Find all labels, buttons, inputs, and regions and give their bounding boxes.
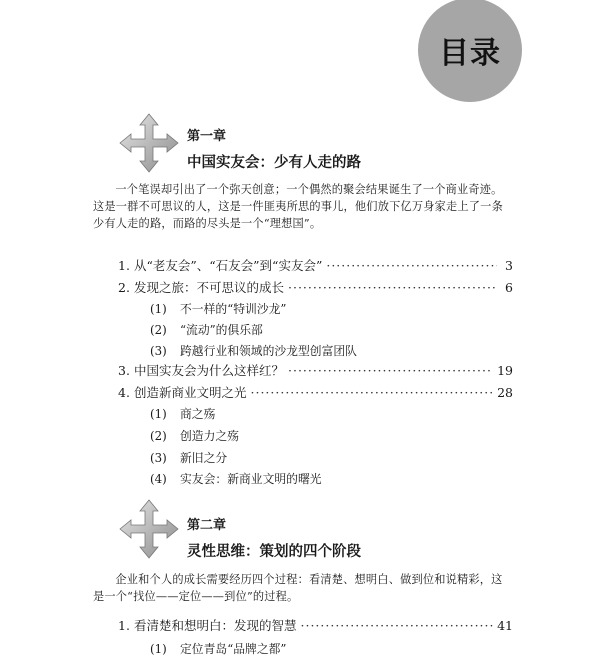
entry-page: 19 (497, 363, 513, 378)
toc-subentry[interactable]: (1) 定位青岛“品牌之都” (150, 642, 287, 656)
chapter-2-intro: 企业和个人的成长需要经历四个过程：看清楚、想明白、做到位和说精彩，这是一个“找位——定位——到位”的过程。 (93, 573, 503, 603)
toc-subentry[interactable]: (2) 创造力之殇 (150, 429, 239, 443)
entry-title: 从“老友会”、“石友会”到“实友会” (134, 258, 323, 273)
toc-subentry[interactable]: (1) 不一样的“特训沙龙” (150, 302, 287, 316)
entry-page: 41 (497, 618, 513, 633)
toc-badge (418, 0, 522, 102)
toc-subentry[interactable]: (2) “流动”的俱乐部 (150, 323, 263, 337)
toc-entry[interactable]: 1. 从“老友会”、“石友会”到“实友会” ····· 3 (118, 256, 513, 274)
toc-subentry[interactable]: (1) 商之殇 (150, 407, 216, 421)
leader-dots (326, 258, 497, 273)
leader-dots (288, 363, 493, 378)
entry-title: 创造新商业文明之光 (134, 385, 247, 400)
four-arrow-icon (118, 112, 180, 174)
chapter-1-label: 第一章 (187, 129, 227, 144)
toc-entry[interactable]: 4. 创造新商业文明之光 ····· 28 (118, 383, 513, 401)
toc-title: 目录 (439, 36, 501, 71)
chapter-2-title: 灵性思维：策划的四个阶段 (187, 544, 361, 560)
entry-title: 看清楚和想明白：发现的智慧 (134, 618, 297, 633)
chapter-1-intro: 一个笔误却引出了一个弥天创意；一个偶然的聚会结果诞生了一个商业奇迹。这是一群不可思议的人，这是一件匪夷所思的事儿，他们放下亿万身家走上了一条少有人走的路，而路的尽头是一个“理想国”。 (93, 183, 503, 230)
toc-entry[interactable]: 3. 中国实友会为什么这样红？ ····· 19 (118, 361, 513, 379)
toc-entry[interactable]: 1. 看清楚和想明白：发现的智慧 ····· 41 (118, 616, 513, 634)
chapter-1-title: 中国实友会：少有人走的路 (187, 155, 361, 171)
entry-page: 28 (497, 385, 513, 400)
leader-dots (251, 385, 494, 400)
toc-subentry[interactable]: (3) 新旧之分 (150, 451, 228, 465)
chapter-2-label: 第二章 (187, 518, 227, 533)
entry-page: 6 (505, 280, 513, 295)
entry-page: 3 (505, 258, 513, 273)
leader-dots (288, 280, 497, 295)
toc-subentry[interactable]: (3) 跨越行业和领域的沙龙型创富团队 (150, 344, 357, 358)
toc-subentry[interactable]: (4) 实友会：新商业文明的曙光 (150, 472, 322, 486)
leader-dots (301, 618, 494, 633)
entry-title: 发现之旅：不可思议的成长 (134, 280, 285, 295)
four-arrow-icon (118, 498, 180, 560)
toc-entry[interactable]: 2. 发现之旅：不可思议的成长 ····· 6 (118, 278, 513, 296)
entry-title: 中国实友会为什么这样红？ (134, 363, 285, 378)
